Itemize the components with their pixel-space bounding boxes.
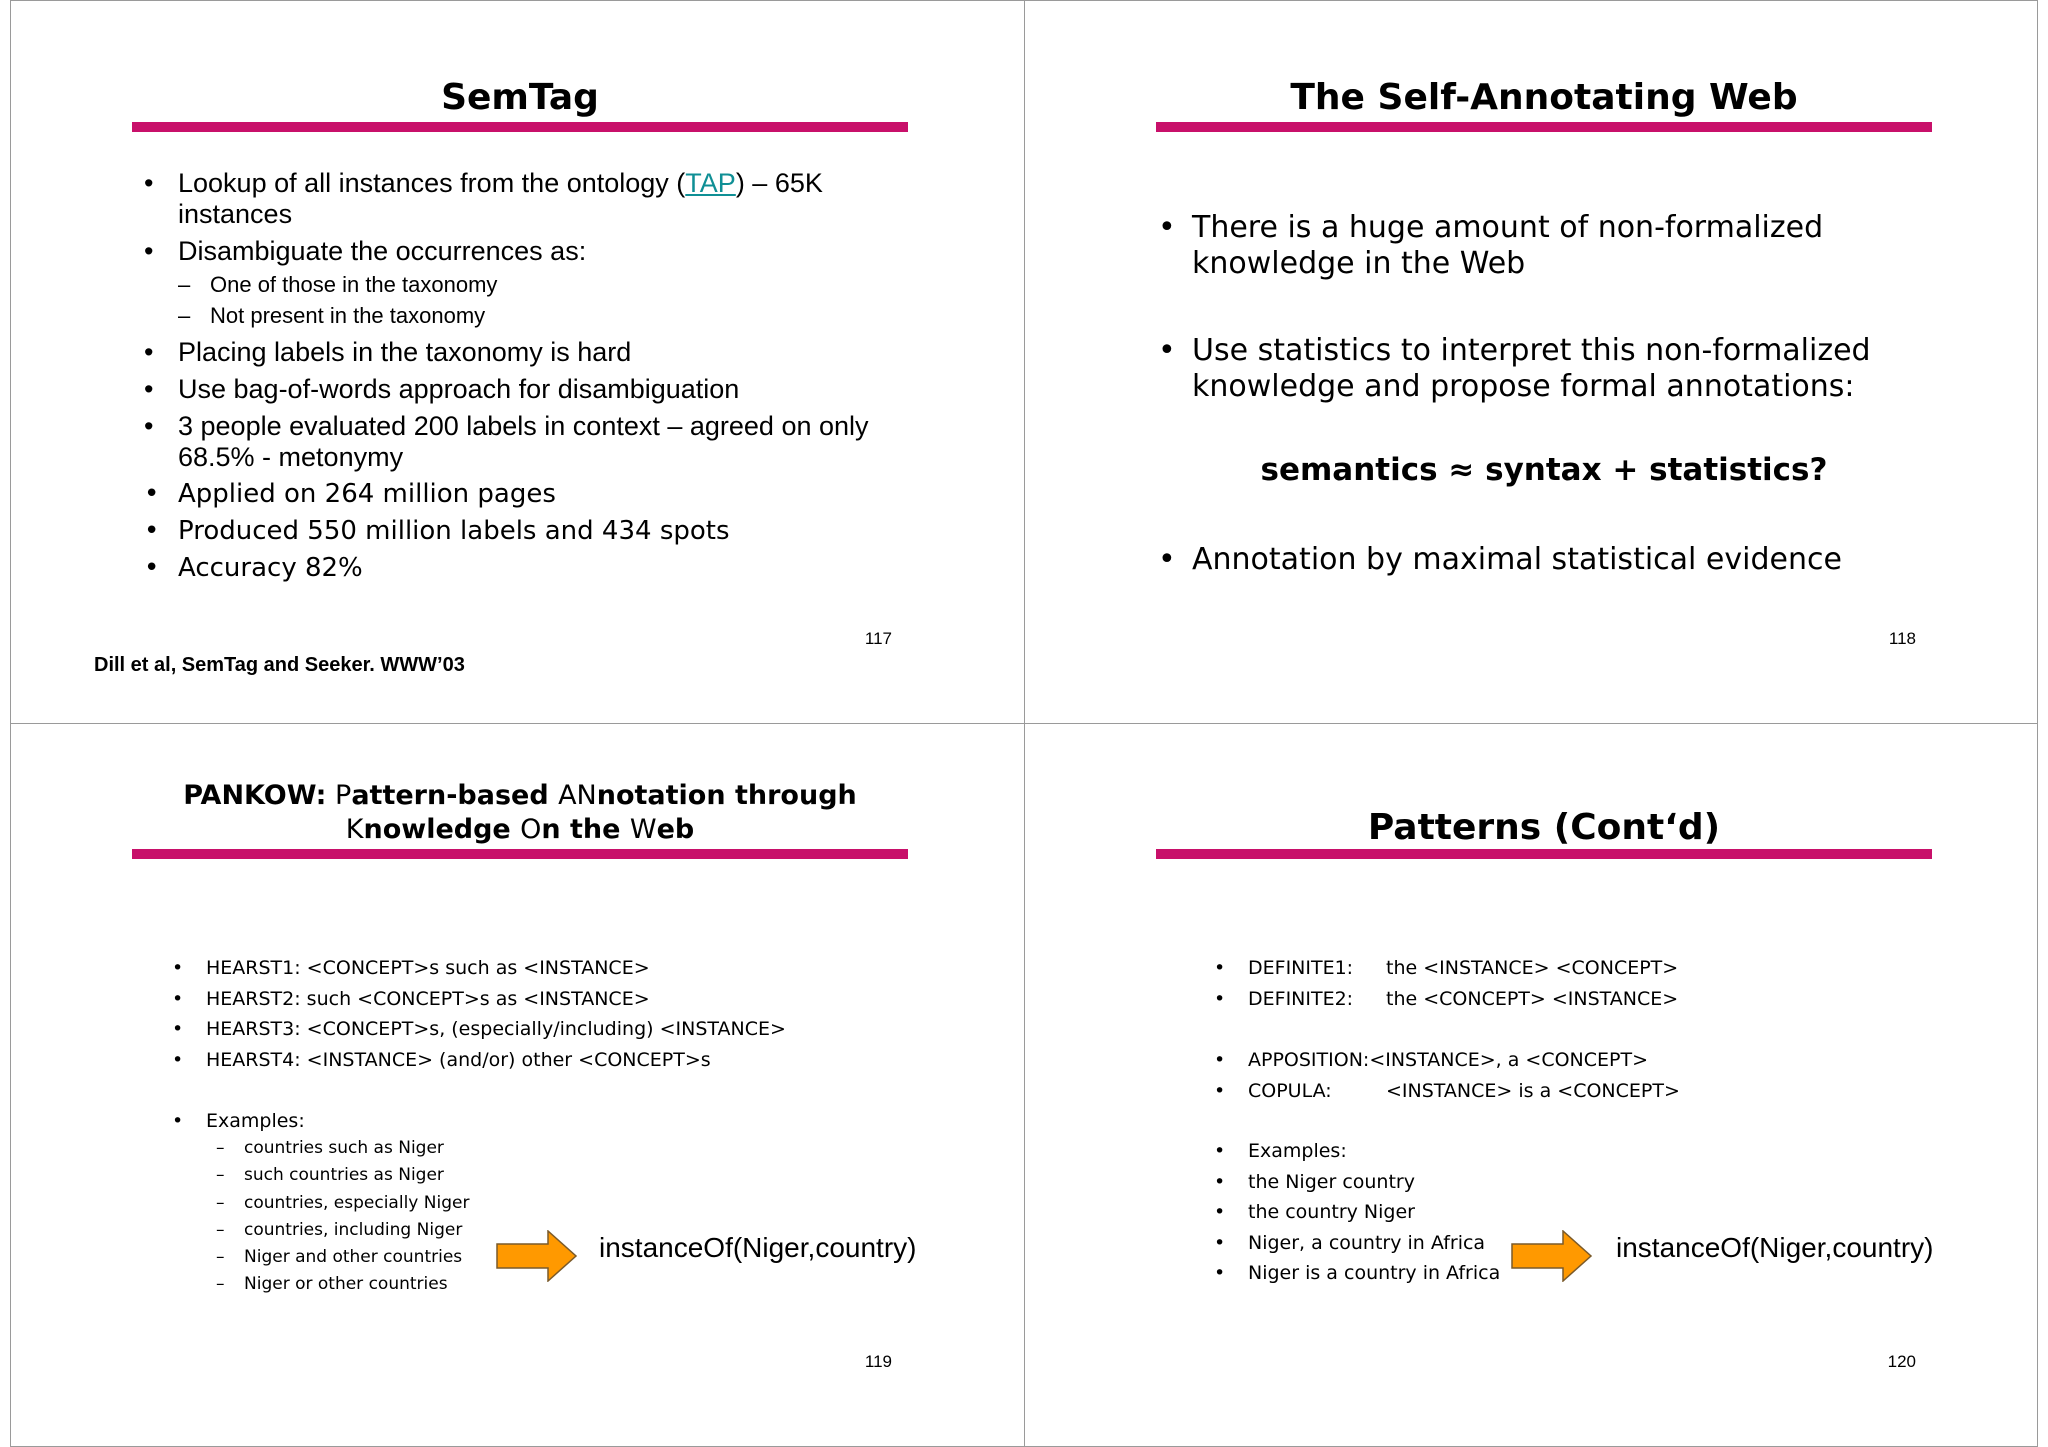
list-item <box>172 1045 786 1076</box>
title-part: nowledge <box>363 814 521 845</box>
pattern-text: the <CONCEPT> <INSTANCE> <box>1386 987 1679 1010</box>
page-number: 118 <box>1888 629 1916 648</box>
list-item <box>144 337 914 368</box>
list-item <box>172 984 786 1015</box>
pattern-label: COPULA: <box>1248 1079 1332 1102</box>
title-part: W <box>629 814 657 845</box>
bullet-text: Annotation by maximal statistical evidence <box>1192 542 1842 577</box>
list-item <box>1214 1045 1680 1076</box>
pattern-list <box>172 953 786 1075</box>
pattern-text: the <INSTANCE> <CONCEPT> <box>1386 957 1679 979</box>
slide-title: Patterns (Cont‘d) <box>1367 807 1721 848</box>
dash-icon: – <box>178 303 191 328</box>
bullet-icon: • <box>144 411 154 441</box>
page-number: 119 <box>864 1352 892 1371</box>
list-item <box>1214 984 1678 1015</box>
slide-title <box>132 779 908 847</box>
pattern-text: HEARST3: <CONCEPT>s, (especially/including) <INSTANCE> <box>206 1018 786 1040</box>
pattern-text: HEARST4: <INSTANCE> (and/or) other <CONCEPT>s <box>206 1048 711 1071</box>
list-item <box>172 953 786 984</box>
bullet-list <box>144 168 914 590</box>
list-item <box>1214 1197 1500 1228</box>
example-text: countries, especially Niger <box>244 1192 470 1213</box>
bullet-icon: • <box>144 374 154 404</box>
bullet-icon: • <box>144 516 160 546</box>
title-part: notation through <box>596 780 857 811</box>
bullet-item <box>1158 333 1928 405</box>
title-rule <box>132 849 908 859</box>
slide-117 <box>0 0 1024 723</box>
list-item <box>172 1014 786 1045</box>
title-rule <box>1156 849 1932 859</box>
bullet-text-before-link: Lookup of all instances from the ontology ( <box>178 168 686 198</box>
bullet-icon: • <box>172 1048 184 1071</box>
bullet-text: Produced 550 million labels and 434 spots <box>178 516 730 546</box>
examples-list <box>1214 1136 1500 1289</box>
sub-list <box>178 269 914 331</box>
bullet-icon: • <box>1214 957 1226 979</box>
right-arrow-icon <box>1511 1230 1593 1282</box>
bullet-icon: • <box>1214 1262 1226 1284</box>
list-item <box>144 168 914 230</box>
example-text: countries, including Niger <box>244 1219 463 1240</box>
title-rule <box>1156 122 1932 132</box>
example-text: Niger or other countries <box>244 1274 448 1295</box>
tap-link[interactable]: TAP <box>685 168 736 198</box>
title-part: attern-based <box>351 780 559 811</box>
dash-icon: – <box>216 1165 225 1186</box>
bullet-icon: • <box>1214 1201 1226 1223</box>
sub-list-item <box>216 1244 469 1271</box>
list-item <box>1214 1228 1500 1259</box>
bullet-icon: • <box>1214 1170 1226 1193</box>
dash-icon: – <box>216 1219 225 1240</box>
dash-icon: – <box>178 272 191 297</box>
sub-list-item <box>216 1271 469 1298</box>
sub-list-item <box>216 1135 469 1162</box>
list-item <box>1214 1136 1500 1167</box>
slide-title: The Self-Annotating Web <box>1290 77 1798 118</box>
slide-118 <box>1024 0 2048 723</box>
bullet-icon: • <box>172 957 184 979</box>
page-number: 120 <box>1887 1352 1916 1371</box>
bullet-text: 3 people evaluated 200 labels in context – agreed on only 68.5% - metonymy <box>178 411 869 472</box>
list-item <box>1214 1258 1500 1289</box>
sub-list-item <box>216 1162 469 1189</box>
page-number: 117 <box>864 629 892 648</box>
examples-list <box>172 1106 305 1136</box>
bullet-icon: • <box>144 168 154 198</box>
bullet-text: Use bag-of-words approach for disambiguation <box>178 374 740 404</box>
sub-list-item <box>178 300 914 331</box>
bullet-icon: • <box>1214 1231 1226 1254</box>
bullet-icon: • <box>144 337 154 367</box>
list-item <box>144 553 914 584</box>
bullet-icon: • <box>1214 987 1226 1010</box>
pattern-text: HEARST2: such <CONCEPT>s as <INSTANCE> <box>206 987 650 1010</box>
pattern-label: APPOSITION: <box>1248 1049 1370 1071</box>
list-item <box>144 411 914 473</box>
dash-icon: – <box>216 1192 225 1213</box>
bullet-icon: • <box>1158 542 1176 577</box>
bullet-text-after-link: ) – 65K instances <box>178 168 823 229</box>
bullet-text: Placing labels in the taxonomy is hard <box>178 337 632 367</box>
sub-item-text: One of those in the taxonomy <box>210 272 498 297</box>
title-part: AN <box>558 780 597 811</box>
sub-list-item <box>178 269 914 300</box>
slide-title: SemTag <box>441 77 599 118</box>
example-text: countries such as Niger <box>244 1138 444 1158</box>
example-text: Niger, a country in Africa <box>1248 1231 1486 1254</box>
pattern-text: HEARST1: <CONCEPT>s such as <INSTANCE> <box>206 957 650 979</box>
pattern-text: <INSTANCE>, a <CONCEPT> <box>1369 1049 1649 1071</box>
bullet-icon: • <box>1158 210 1176 245</box>
bullet-icon: • <box>172 987 184 1010</box>
bullet-icon: • <box>144 553 160 583</box>
bullet-text: Applied on 264 million pages <box>178 479 556 509</box>
bullet-text: Use statistics to interpret this non-formalized knowledge and propose formal annotations: <box>1192 333 1871 404</box>
citation: Dill et al, SemTag and Seeker. WWW’03 <box>94 654 465 676</box>
bullet-icon: • <box>172 1110 184 1132</box>
example-text: the Niger country <box>1248 1170 1415 1193</box>
bullet-text: Disambiguate the occurrences as: <box>178 236 587 266</box>
title-part: K <box>345 814 364 845</box>
sub-list-item <box>216 1190 469 1217</box>
bullet-icon: • <box>144 479 160 509</box>
example-text: Examples: <box>1248 1140 1347 1162</box>
bullet-icon: • <box>1158 333 1176 368</box>
examples-sub-list <box>216 1135 469 1299</box>
list-item <box>1214 1076 1680 1107</box>
example-text: Niger is a country in Africa <box>1248 1262 1501 1284</box>
slide-119 <box>0 723 1024 1446</box>
list-item <box>172 1106 305 1136</box>
bullet-text: Accuracy 82% <box>178 553 363 583</box>
example-text: Niger and other countries <box>244 1247 463 1268</box>
bullet-icon: • <box>144 236 154 266</box>
bullet-item <box>1158 542 1928 578</box>
bullet-icon: • <box>172 1018 184 1040</box>
dash-icon: – <box>216 1247 225 1268</box>
other-pattern-list <box>1214 1045 1680 1106</box>
title-part: n the <box>541 814 630 845</box>
bullet-icon: • <box>1214 1049 1226 1071</box>
result-text: instanceOf(Niger,country) <box>1616 1232 1934 1263</box>
bullet-icon: • <box>1214 1079 1226 1102</box>
bullet-text: There is a huge amount of non-formalized knowledge in the Web <box>1192 210 1824 281</box>
bullet-icon: • <box>1214 1140 1226 1162</box>
title-part: eb <box>656 814 695 845</box>
right-arrow-icon <box>496 1230 578 1282</box>
example-text: such countries as Niger <box>244 1165 444 1186</box>
dash-icon: – <box>216 1138 225 1158</box>
result-text: instanceOf(Niger,country) <box>599 1232 917 1263</box>
pattern-label: DEFINITE1: <box>1248 957 1354 979</box>
list-item <box>144 516 914 547</box>
pattern-text: <INSTANCE> is a <CONCEPT> <box>1386 1079 1680 1102</box>
title-part: P <box>326 780 352 811</box>
slide-120 <box>1024 723 2048 1446</box>
list-item <box>144 479 914 510</box>
sub-list-item <box>216 1217 469 1244</box>
sub-item-text: Not present in the taxonomy <box>210 303 486 328</box>
bullet-item <box>1158 210 1928 282</box>
list-item <box>1214 1167 1500 1198</box>
examples-label: Examples: <box>206 1110 305 1132</box>
example-text: the country Niger <box>1248 1201 1415 1223</box>
list-item <box>144 236 914 331</box>
list-item <box>1214 953 1678 984</box>
definite-pattern-list <box>1214 953 1678 1014</box>
formula: semantics ≈ syntax + statistics? <box>1260 452 1828 488</box>
pattern-label: DEFINITE2: <box>1248 987 1354 1010</box>
title-part: O <box>520 814 542 845</box>
title-rule <box>132 122 908 132</box>
dash-icon: – <box>216 1274 225 1295</box>
title-part: PANKOW: <box>183 780 327 811</box>
list-item <box>144 374 914 405</box>
